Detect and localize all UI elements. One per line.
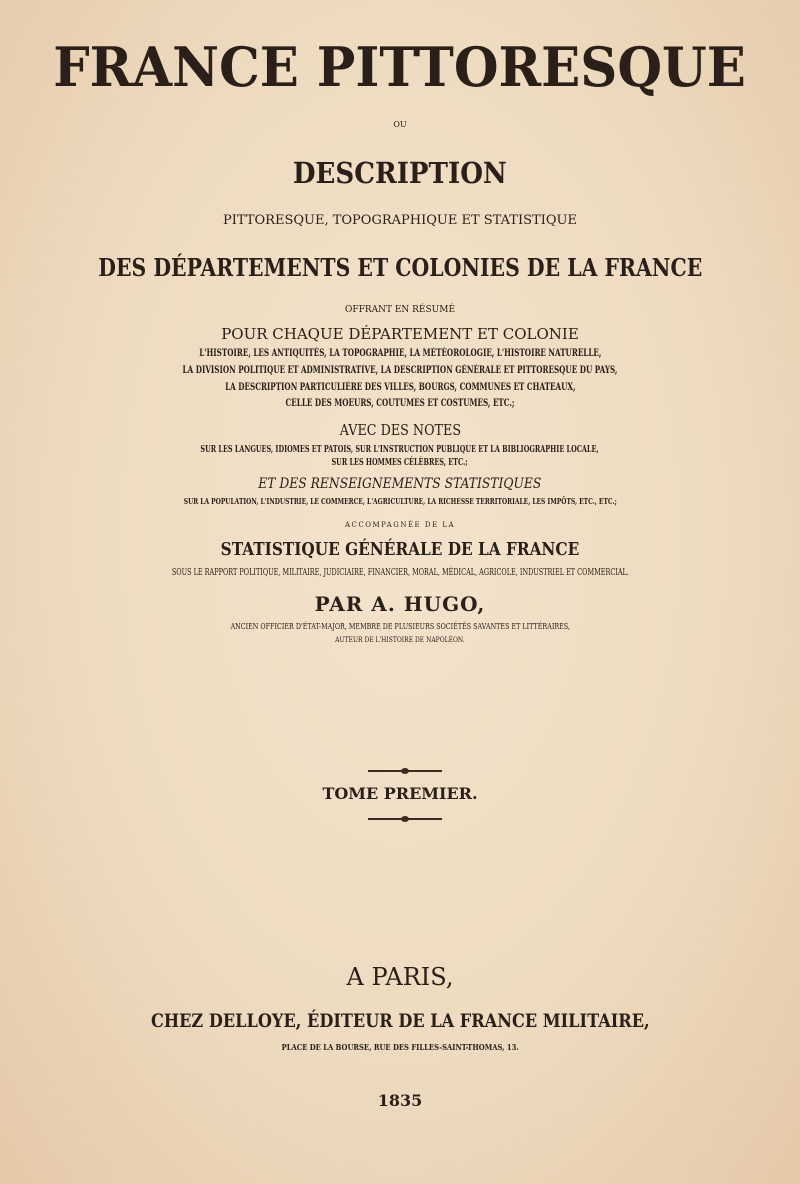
publication-year: 1835 [377,1091,423,1110]
subtitle-line-2 [0,253,800,282]
notes-line [0,446,800,455]
author-desc-text: AUTEUR DE L'HISTOIRE DE NAPOLÉON. [335,635,465,644]
notes-line [0,459,800,468]
address-text: PLACE DE LA BOURSE, RUE DES FILLES-SAINT-THOMAS, 13. [281,1043,519,1053]
contents-text: LA DESCRIPTION PARTICULIÈRE DES VILLES, BOURGS, COMMUNES ET CHATEAUX, [224,382,576,393]
renseignements-heading [0,477,800,491]
rapport-line [0,569,800,578]
contents-text: L'HISTOIRE, LES ANTIQUITÉS, LA TOPOGRAPHIE, LA MÉTÉOROLOGIE, L'HISTOIRE NATURELLE, [198,348,602,359]
contents-line [0,399,800,409]
notes-text: SUR LES LANGUES, IDIOMES ET PATOIS, SUR L'INSTRUCTION PUBLIQUE ET LA BIBLIOGRAPHIE LOCALE, [200,445,600,455]
tome-label: TOME PREMIER. [322,784,478,803]
subtitle-line-1: PITTORESQUE, TOPOGRAPHIQUE ET STATISTIQUE [223,213,577,228]
statistique-text: STATISTIQUE GÉNÉRALE DE LA FRANCE [220,539,580,560]
address-line [0,1044,800,1053]
contents-line [0,349,800,359]
rapport-text: SOUS LE RAPPORT POLITIQUE, MILITAIRE, JUDICIAIRE, FINANCIER, MORAL, MÉDICAL, AGRICOLE, INDUSTRIEL ET COMMERCIAL. [171,568,629,578]
avec-notes-heading [0,423,800,438]
stats-text: SUR LA POPULATION, L'INDUSTRIE, LE COMMERCE, L'AGRICULTURE, LA RICHESSE TERRITORIALE, LES IMPÔTS, ETC., ETC.; [183,497,617,507]
contents-text: LA DIVISION POLITIQUE ET ADMINISTRATIVE, LA DESCRIPTION GÉNÉRALE ET PITTORESQUE DU PAYS, [182,365,618,376]
statistique-heading [0,541,800,559]
offrant-text: OFFRANT EN RÉSUMÉ [344,305,456,315]
accompagnee-text: ACCOMPAGNÉE DE LA [344,521,456,529]
author-name: PAR A. HUGO, [314,592,486,616]
stats-line [0,498,800,507]
contents-text: CELLE DES MOEURS, COUTUMES ET COSTUMES, ETC.; [285,398,515,409]
book-title [0,35,800,99]
contents-line [0,366,800,376]
avec-notes-text: AVEC DES NOTES [339,421,461,439]
pour-chaque-text: POUR CHAQUE DÉPARTEMENT ET COLONIE [221,325,579,343]
author-desc-line [0,636,800,644]
description-text: DESCRIPTION [293,156,507,190]
subtitle-2-text: DES DÉPARTEMENTS ET COLONIES DE LA FRANCE [98,253,702,282]
publisher-line [0,1012,800,1031]
ornamental-rule [368,818,442,820]
notes-text: SUR LES HOMMES CÉLÈBRES, ETC.; [331,458,469,468]
ou-text: OU [393,120,407,129]
contents-line [0,383,800,393]
author-desc-text: ANCIEN OFFICIER D'ÉTAT-MAJOR, MEMBRE DE PLUSIEURS SOCIÉTÉS SAVANTES ET LITTÉRAIRES, [230,622,570,632]
city-label: A PARIS, [346,963,454,991]
author-desc-line [0,623,800,632]
publisher-text: CHEZ DELLOYE, ÉDITEUR DE LA FRANCE MILITAIRE, [150,1010,650,1032]
ornamental-rule [368,770,442,772]
title-text: FRANCE PITTORESQUE [53,35,747,99]
description-heading [0,156,800,190]
renseignements-text: ET DES RENSEIGNEMENTS STATISTIQUES [258,476,542,492]
